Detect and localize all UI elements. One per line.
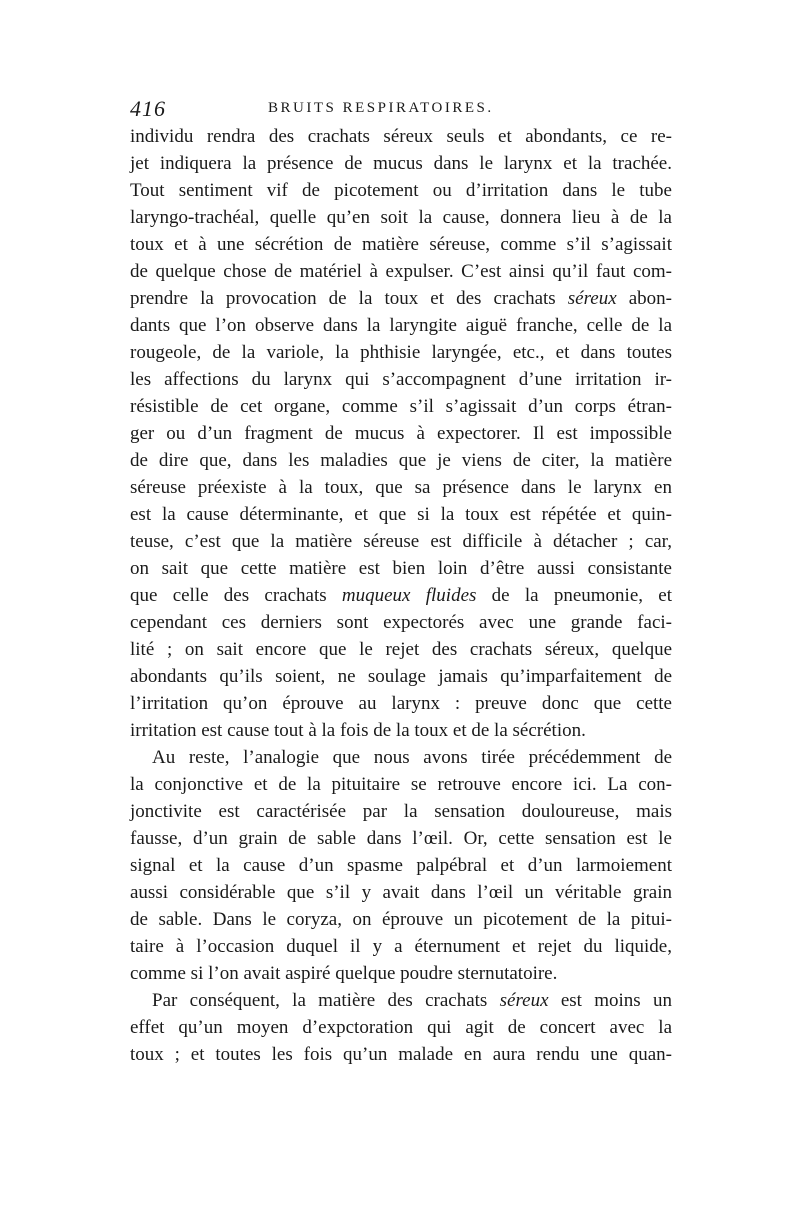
text-run: cependant ces derniers sont expectorés avec une grande faci- [130,612,672,633]
text-line [130,1014,672,1041]
text-line [130,555,672,582]
text-run: est la cause déterminante, et que si la toux est répétée et quin- [130,504,672,525]
text-run: dants que l’on observe dans la laryngite aiguë franche, celle de la [130,315,672,336]
italic-term: séreux [499,990,549,1011]
text-run: abondants qu’ils soient, ne soulage jamais qu’imparfaitement de [130,666,672,687]
text-run: de la pneumonie, et [476,585,672,606]
text-run: prendre la provocation de la toux et des crachats [130,288,568,309]
text-run: aussi considérable que s’il y avait dans l’œil un véritable grain [130,882,672,903]
text-run: effet qu’un moyen d’expctoration qui agit de concert avec la [130,1017,672,1038]
text-line [130,636,672,663]
text-line [130,987,672,1014]
running-title: BRUITS RESPIRATOIRES. [268,100,494,116]
text-run: les affections du larynx qui s’accompagnent d’une irritation ir- [130,369,672,390]
text-line [130,744,672,771]
text-line [130,528,672,555]
text-line [130,582,672,609]
italic-term: muqueux fluides [341,585,477,606]
text-run: l’irritation qu’on éprouve au larynx : preuve donc que cette [130,693,672,714]
text-line [130,312,672,339]
text-line [130,501,672,528]
italic-term: séreux [567,288,617,309]
text-line [130,366,672,393]
text-line [130,690,672,717]
text-line [130,825,672,852]
body-text [130,123,672,1068]
text-run: comme si l’on avait aspiré quelque poudre sternutatoire. [130,963,558,984]
text-line [130,1041,672,1068]
text-line [130,933,672,960]
text-run: la conjonctive et de la pituitaire se retrouve encore ici. La con- [130,774,672,795]
text-line [130,285,672,312]
text-line [130,771,672,798]
text-run: ger ou d’un fragment de mucus à expectorer. Il est impossible [130,423,672,444]
text-line [130,420,672,447]
text-run: jet indiquera la présence de mucus dans le larynx et la trachée. [130,153,672,174]
text-run: on sait que cette matière est bien loin d’être aussi consistante [130,558,672,579]
text-line [130,798,672,825]
text-line [130,879,672,906]
text-line [130,339,672,366]
text-run: individu rendra des crachats séreux seuls et abondants, ce re- [130,126,672,147]
text-run: de dire que, dans les maladies que je viens de citer, la matière [130,450,672,471]
text-run: séreuse préexiste à la toux, que sa présence dans le larynx en [130,477,672,498]
text-line [130,393,672,420]
text-line [130,474,672,501]
text-line [130,447,672,474]
text-line [130,852,672,879]
text-run: toux et à une sécrétion de matière séreuse, comme s’il s’agissait [130,234,672,255]
text-run: toux ; et toutes les fois qu’un malade en aura rendu une quan- [130,1044,672,1065]
text-run: résistible de cet organe, comme s’il s’agissait d’un corps étran- [130,396,672,417]
text-line [130,231,672,258]
text-run: lité ; on sait encore que le rejet des crachats séreux, quelque [130,639,672,660]
text-run: rougeole, de la variole, la phthisie laryngée, etc., et dans toutes [130,342,672,363]
text-line [130,906,672,933]
text-run: de sable. Dans le coryza, on éprouve un picotement de la pitui- [130,909,672,930]
text-line [130,258,672,285]
text-run: que celle des crachats [130,585,342,606]
text-line [130,663,672,690]
text-run: fausse, d’un grain de sable dans l’œil. Or, cette sensation est le [130,828,672,849]
text-line [130,960,672,987]
text-line [130,717,672,744]
text-line [130,177,672,204]
text-run: teuse, c’est que la matière séreuse est difficile à détacher ; car, [130,531,672,552]
text-run: Tout sentiment vif de picotement ou d’irritation dans le tube [130,180,672,201]
text-line [130,204,672,231]
text-line [130,123,672,150]
text-run: laryngo-trachéal, quelle qu’en soit la cause, donnera lieu à de la [130,207,672,228]
page-header [130,96,670,120]
text-run: irritation est cause tout à la fois de la toux et de la sécrétion. [130,720,586,741]
text-run: jonctivite est caractérisée par la sensation douloureuse, mais [130,801,672,822]
text-run: Par conséquent, la matière des crachats [152,990,500,1011]
text-run: Au reste, l’analogie que nous avons tirée précédemment de [152,747,672,768]
text-run: abon- [616,288,672,309]
text-run: taire à l’occasion duquel il y a éternument et rejet du liquide, [130,936,672,957]
text-line [130,609,672,636]
text-run: de quelque chose de matériel à expulser. C’est ainsi qu’il faut com- [130,261,672,282]
text-run: est moins un [548,990,672,1011]
text-run: signal et la cause d’un spasme palpébral et d’un larmoiement [130,855,672,876]
page-number: 416 [130,96,166,121]
text-line [130,150,672,177]
